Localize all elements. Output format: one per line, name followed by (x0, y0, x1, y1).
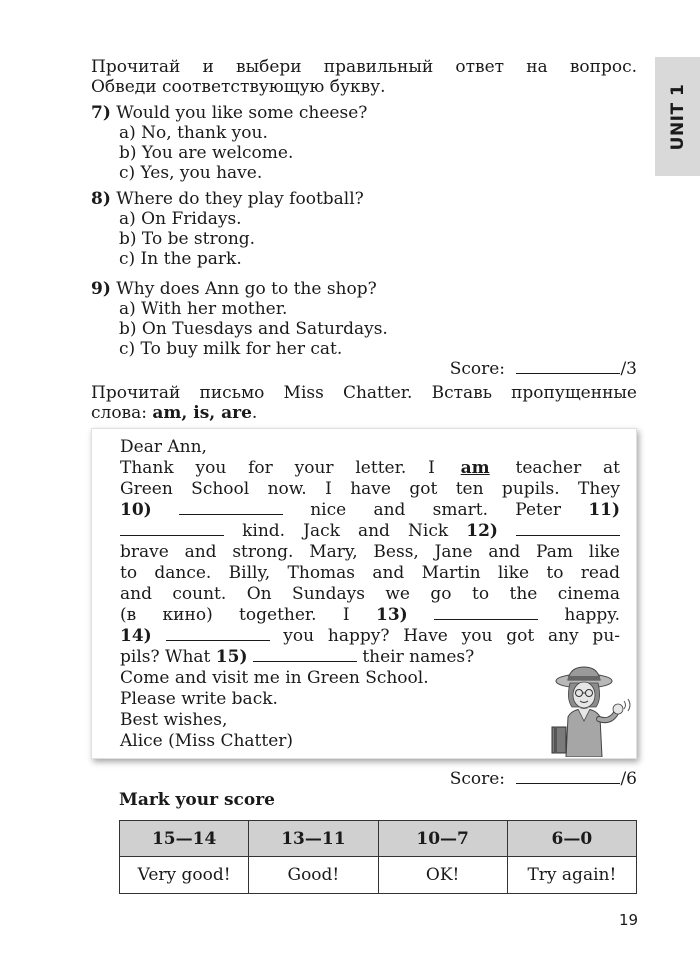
letter-line-4 (120, 521, 620, 542)
question-number: 8) (91, 189, 111, 209)
question-7-option-c[interactable]: c) Yes, you have. (119, 163, 263, 183)
score-label: Score: (449, 359, 506, 379)
letter-line-3 (120, 500, 620, 521)
letter-card (91, 428, 637, 759)
teacher-illustration (544, 665, 634, 757)
question-7-option-a[interactable]: a) No, thank you. (119, 123, 268, 143)
letter-text: kind. Jack and Nick (242, 521, 449, 541)
question-9-option-a[interactable]: a) With her mother. (119, 299, 288, 319)
gap-11-input[interactable] (120, 522, 224, 536)
letter-text: their names? (362, 647, 475, 667)
gap-13-input[interactable] (434, 606, 538, 620)
letter-line-7: and count. On Sundays we go to the cinema (120, 584, 620, 604)
score-table-value-row (120, 857, 637, 894)
letter-text: teacher at (515, 458, 621, 478)
letter-line-8 (120, 605, 620, 626)
instruction-2-suffix: . (251, 403, 258, 423)
letter-text: pils? What (120, 647, 211, 667)
score-grade: Very good! (120, 857, 249, 894)
score-2 (450, 769, 637, 789)
score-range: 15—14 (120, 821, 249, 857)
score-range: 13—11 (249, 821, 378, 857)
question-9-option-b[interactable]: b) On Tuesdays and Saturdays. (119, 319, 388, 339)
question-8-option-c[interactable]: c) In the park. (119, 249, 242, 269)
letter-greeting: Dear Ann, (120, 437, 207, 457)
gap-12-input[interactable] (516, 522, 620, 536)
instruction-2-line-1: Прочитай письмо Miss Chatter. Вставь пропущенные (91, 383, 637, 403)
gap-number-10: 10) (120, 500, 152, 520)
question-text: Where do they play football? (116, 189, 364, 209)
score-total: /6 (620, 769, 637, 789)
score-label: Score: (449, 769, 506, 789)
letter-text: Thank you for your letter. I (120, 458, 435, 478)
letter-line-6: to dance. Billy, Thomas and Martin like to read (120, 563, 620, 583)
score-range: 6—0 (507, 821, 636, 857)
instruction-2-line-2 (91, 403, 257, 423)
gap-number-12: 12) (466, 521, 498, 541)
gap-number-11: 11) (588, 500, 621, 520)
gap-14-input[interactable] (166, 627, 270, 641)
question-7-option-b[interactable]: b) You are welcome. (119, 143, 294, 163)
gap-10-input[interactable] (179, 501, 283, 515)
score-grade: Try again! (507, 857, 636, 894)
letter-line-2: Green School now. I have got ten pupils. They (120, 479, 620, 499)
instruction-1-line-2: Обведи соответствующую букву. (91, 77, 386, 97)
score-range: 10—7 (378, 821, 507, 857)
question-number: 7) (91, 103, 111, 123)
question-text: Why does Ann go to the shop? (116, 279, 377, 299)
score-1 (450, 359, 637, 379)
page-number: 19 (619, 911, 639, 929)
score-total: /3 (620, 359, 637, 379)
unit-tab-label: UNIT 1 (667, 83, 688, 150)
score-grade: Good! (249, 857, 378, 894)
letter-line-1 (120, 458, 620, 479)
gap-number-13: 13) (376, 605, 408, 625)
instruction-2-words: am, is, are (152, 403, 252, 423)
score-table-header-row (120, 821, 637, 857)
letter-text: you happy? Have you got any pu- (283, 626, 621, 646)
question-number: 9) (91, 279, 111, 299)
gap-number-15: 15) (215, 647, 248, 667)
letter-line-11: Come and visit me in Green School. (120, 668, 429, 688)
instruction-1-line-1: Прочитай и выбери правильный ответ на вопрос. (91, 57, 637, 77)
question-7 (91, 103, 367, 123)
letter-line-9 (120, 626, 620, 647)
letter-line-13: Best wishes, (120, 710, 228, 730)
letter-text: nice and smart. Peter (310, 500, 562, 520)
question-text: Would you like some cheese? (116, 103, 368, 123)
letter-text: (в кино) together. I (120, 605, 350, 625)
question-8-option-a[interactable]: a) On Fridays. (119, 209, 242, 229)
score-2-input[interactable] (516, 770, 620, 784)
score-grade: OK! (378, 857, 507, 894)
letter-text: happy. (564, 605, 621, 625)
mark-score-title: Mark your score (119, 790, 275, 810)
letter-line-5: brave and strong. Mary, Bess, Jane and Pam like (120, 542, 620, 562)
score-1-input[interactable] (516, 360, 620, 374)
score-table (119, 820, 637, 894)
question-9-option-c[interactable]: c) To buy milk for her cat. (119, 339, 343, 359)
gap-15-input[interactable] (253, 648, 357, 662)
question-8-option-b[interactable]: b) To be strong. (119, 229, 256, 249)
letter-line-14: Alice (Miss Chatter) (120, 731, 294, 751)
instruction-2-prefix: слова: (91, 403, 147, 423)
question-8 (91, 189, 364, 209)
example-answer: am (460, 458, 490, 478)
letter-line-12: Please write back. (120, 689, 278, 709)
gap-number-14: 14) (120, 626, 152, 646)
question-9 (91, 279, 377, 299)
unit-tab (655, 57, 700, 176)
